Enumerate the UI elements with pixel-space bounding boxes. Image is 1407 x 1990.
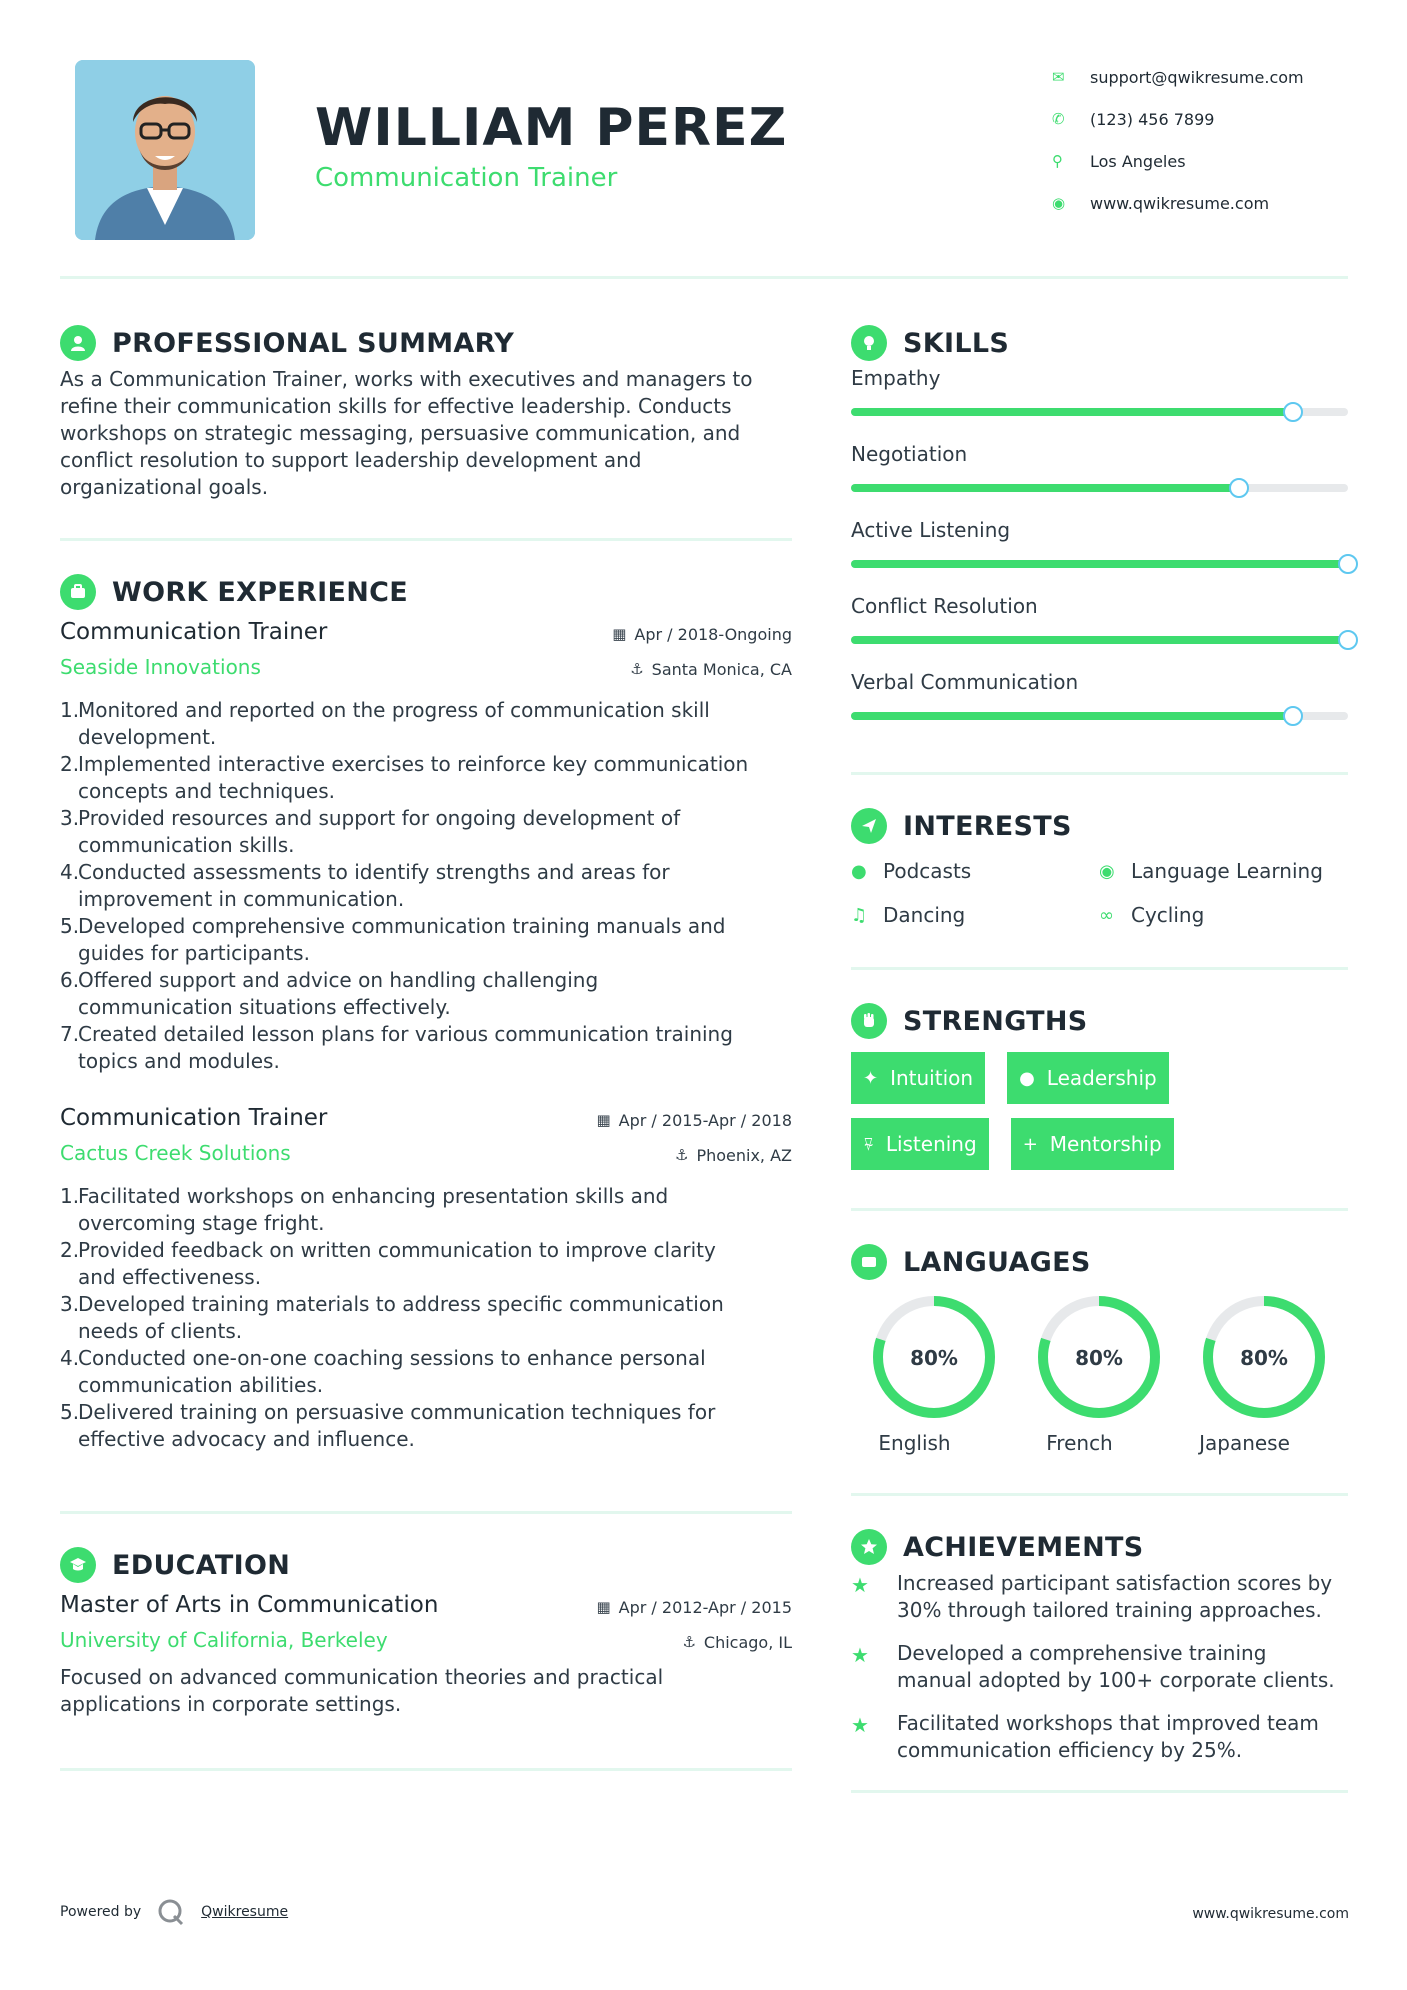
person-portrait-icon <box>75 60 255 240</box>
list-item: 1. Facilitated workshops on enhancing presentation skills and overcoming stage fright. <box>60 1184 669 1235</box>
section-divider <box>60 1768 792 1771</box>
add-user-icon: + <box>1022 1133 1038 1155</box>
strength-chip: ⍫ Listening <box>851 1118 989 1170</box>
envelope-icon: ✉ <box>1052 68 1065 86</box>
section-title: LANGUAGES <box>903 1246 1091 1278</box>
section-title: STRENGTHS <box>903 1005 1088 1037</box>
skill-name: Active Listening <box>851 518 1011 542</box>
summary-text: As a Communication Trainer, works with executives and managers to refine their communication skills for effective leadership. Conducts workshops on strategic messaging, persuasive communication, and conflict resolution to support leadership development and organizational goals. <box>60 367 753 499</box>
phone-icon: ✆ <box>1052 110 1065 128</box>
contact-location <box>1050 140 1380 182</box>
education-location: Chicago, IL <box>703 1632 792 1652</box>
interest-item: ∞ Cycling <box>1099 903 1205 927</box>
job-date: Apr / 2018-Ongoing <box>634 624 792 644</box>
strengths-section <box>851 998 1348 1211</box>
contact-website-text: www.qwikresume.com <box>1090 193 1270 213</box>
section-title: EDUCATION <box>112 1549 291 1581</box>
skill-name: Empathy <box>851 366 941 390</box>
contact-website[interactable] <box>1050 182 1380 224</box>
list-item: 5. Delivered training on persuasive communication techniques for effective advocacy and influence. <box>60 1400 716 1451</box>
language-percent: 80% <box>1074 1346 1123 1370</box>
list-item: 3. Provided resources and support for ongoing development of communication skills. <box>60 806 681 857</box>
section-divider <box>851 1208 1348 1211</box>
fist-icon <box>851 1003 887 1039</box>
skill-bar <box>851 560 1348 568</box>
job-entry <box>60 1105 792 1453</box>
award-star-icon <box>851 1529 887 1565</box>
skill-bar <box>851 636 1348 644</box>
achievement-item: ★ Developed a comprehensive training manual adopted by 100+ corporate clients. <box>851 1641 1335 1692</box>
skill-knob <box>1338 630 1358 650</box>
section-title: INTERESTS <box>903 810 1072 842</box>
duties-list <box>60 697 792 1075</box>
list-item: 4. Conducted one-on-one coaching sessions to enhance personal communication abilities. <box>60 1346 706 1397</box>
contact-phone-text: (123) 456 7899 <box>1090 109 1215 129</box>
pin-icon: ⚓ <box>674 1146 689 1164</box>
skill-name: Negotiation <box>851 442 968 466</box>
section-title: WORK EXPERIENCE <box>112 576 408 608</box>
achievements-section <box>851 1524 1348 1793</box>
section-divider <box>60 1511 792 1514</box>
section-divider <box>851 1790 1348 1793</box>
left-column <box>60 320 792 1771</box>
skill-bar-fill <box>851 712 1293 720</box>
list-item: 7. Created detailed lesson plans for various communication training topics and modules. <box>60 1022 733 1073</box>
education-date: Apr / 2012-Apr / 2015 <box>618 1597 792 1617</box>
star-icon: ★ <box>851 1643 869 1667</box>
footer-powered-by <box>60 1898 288 1926</box>
graduation-icon <box>60 1547 96 1583</box>
skill-bar-fill <box>851 636 1348 644</box>
footer-url[interactable]: www.qwikresume.com <box>1192 1906 1349 1922</box>
skill-item <box>851 442 1348 518</box>
language-percent: 80% <box>1239 1346 1288 1370</box>
globe-icon: ◉ <box>1099 860 1115 882</box>
candidate-name: WILLIAM PEREZ <box>315 98 788 158</box>
language-percent: 80% <box>909 1346 958 1370</box>
section-title: SKILLS <box>903 327 1010 359</box>
calendar-icon: ▦ <box>596 1598 611 1616</box>
skill-bar-fill <box>851 484 1239 492</box>
skills-section <box>851 320 1348 775</box>
job-entry <box>60 619 792 1075</box>
skill-bar <box>851 408 1348 416</box>
company-name: Cactus Creek Solutions <box>60 1141 291 1165</box>
magic-wand-icon: ✦ <box>863 1067 879 1089</box>
globe-icon: ◉ <box>1052 194 1066 212</box>
duties-list <box>60 1183 792 1453</box>
section-divider <box>60 538 792 541</box>
contact-email[interactable] <box>1050 56 1380 98</box>
skill-name: Conflict Resolution <box>851 594 1038 618</box>
section-title: ACHIEVEMENTS <box>903 1531 1144 1563</box>
pin-icon: ⚓ <box>682 1633 696 1651</box>
list-item: 6. Offered support and advice on handling challenging communication situations effectively. <box>60 968 599 1019</box>
calendar-icon: ▦ <box>596 1111 611 1129</box>
qwikresume-logo-icon <box>157 1898 185 1926</box>
interests-section <box>851 803 1348 970</box>
section-divider <box>851 967 1348 970</box>
list-item: 4. Conducted assessments to identify strengths and areas for improvement in communication. <box>60 860 670 911</box>
skill-bar-fill <box>851 560 1348 568</box>
skill-item <box>851 366 1348 442</box>
skill-bar-fill <box>851 408 1293 416</box>
contact-phone[interactable] <box>1050 98 1380 140</box>
achievement-item: ★ Facilitated workshops that improved team communication efficiency by 25%. <box>851 1711 1319 1762</box>
skill-bar <box>851 484 1348 492</box>
language-name: French <box>1046 1431 1113 1455</box>
list-item: 5. Developed comprehensive communication training manuals and guides for participants. <box>60 914 726 965</box>
contact-info <box>1050 56 1380 224</box>
job-date: Apr / 2015-Apr / 2018 <box>618 1110 792 1130</box>
section-divider <box>851 1493 1348 1496</box>
skill-name: Verbal Communication <box>851 670 1079 694</box>
interest-item: ● Podcasts <box>851 859 972 883</box>
skill-item <box>851 670 1348 746</box>
professional-summary-section <box>60 320 792 541</box>
section-title: PROFESSIONAL SUMMARY <box>112 327 515 359</box>
star-icon: ★ <box>851 1713 869 1737</box>
language-ring <box>1037 1295 1161 1419</box>
language-name: English <box>878 1431 951 1455</box>
skills-list <box>851 366 1348 746</box>
user-icon <box>60 325 96 361</box>
degree-title: Master of Arts in Communication <box>60 1592 439 1618</box>
briefcase-icon <box>60 574 96 610</box>
microphone-icon: ● <box>851 860 867 882</box>
strength-chip: ● Leadership <box>1007 1052 1169 1104</box>
skill-knob <box>1338 554 1358 574</box>
language-card-icon <box>851 1244 887 1280</box>
interest-item: ◉ Language Learning <box>1099 859 1323 883</box>
achievement-item: ★ Increased participant satisfaction scores by 30% through tailored training approaches. <box>851 1571 1333 1622</box>
star-icon: ★ <box>851 1573 869 1597</box>
list-item: 2. Provided feedback on written communication to improve clarity and effectiveness. <box>60 1238 716 1289</box>
interest-item: ♫ Dancing <box>851 903 966 927</box>
job-location: Santa Monica, CA <box>651 659 792 679</box>
strength-chip: + Mentorship <box>1011 1118 1174 1170</box>
languages-section <box>851 1239 1348 1496</box>
list-item: 1. Monitored and reported on the progress of communication skill development. <box>60 698 710 749</box>
job-title: Communication Trainer <box>60 619 328 645</box>
lightbulb-icon <box>851 325 887 361</box>
music-note-icon: ♫ <box>851 904 868 926</box>
language-ring <box>872 1295 996 1419</box>
language-item <box>1181 1295 1346 1455</box>
contact-location-text: Los Angeles <box>1090 151 1186 171</box>
paper-plane-icon <box>851 808 887 844</box>
skill-knob <box>1283 706 1303 726</box>
powered-by-label: Powered by <box>60 1904 142 1920</box>
headphones-icon: ⍫ <box>863 1133 874 1155</box>
pin-icon: ⚓ <box>630 660 644 678</box>
list-item: 2. Implemented interactive exercises to reinforce key communication concepts and techniques. <box>60 752 749 803</box>
bicycle-icon: ∞ <box>1099 904 1114 926</box>
school-name: University of California, Berkeley <box>60 1628 388 1652</box>
calendar-icon: ▦ <box>612 625 627 643</box>
users-icon: ● <box>1019 1067 1035 1089</box>
right-column <box>851 320 1348 1793</box>
skill-item <box>851 518 1348 594</box>
skill-item <box>851 594 1348 670</box>
skill-knob <box>1229 478 1249 498</box>
language-ring <box>1202 1295 1326 1419</box>
company-name: Seaside Innovations <box>60 655 261 679</box>
job-title: Communication Trainer <box>60 1105 328 1131</box>
list-item: 3. Developed training materials to address specific communication needs of clients. <box>60 1292 724 1343</box>
work-experience-section <box>60 569 792 1514</box>
candidate-title: Communication Trainer <box>315 163 618 193</box>
strength-chip: ✦ Intuition <box>851 1052 985 1104</box>
brand-link[interactable]: Qwikresume <box>201 1904 289 1920</box>
education-section <box>60 1542 792 1771</box>
section-divider <box>851 772 1348 775</box>
language-name: Japanese <box>1199 1431 1290 1455</box>
profile-photo <box>75 60 255 240</box>
education-description: Focused on advanced communication theories and practical applications in corporate settings. <box>60 1665 664 1716</box>
skill-bar <box>851 712 1348 720</box>
header-divider <box>60 276 1348 279</box>
contact-email-text: support@qwikresume.com <box>1090 67 1304 87</box>
map-pin-icon: ⚲ <box>1052 152 1063 170</box>
skill-knob <box>1283 402 1303 422</box>
job-location: Phoenix, AZ <box>696 1145 792 1165</box>
